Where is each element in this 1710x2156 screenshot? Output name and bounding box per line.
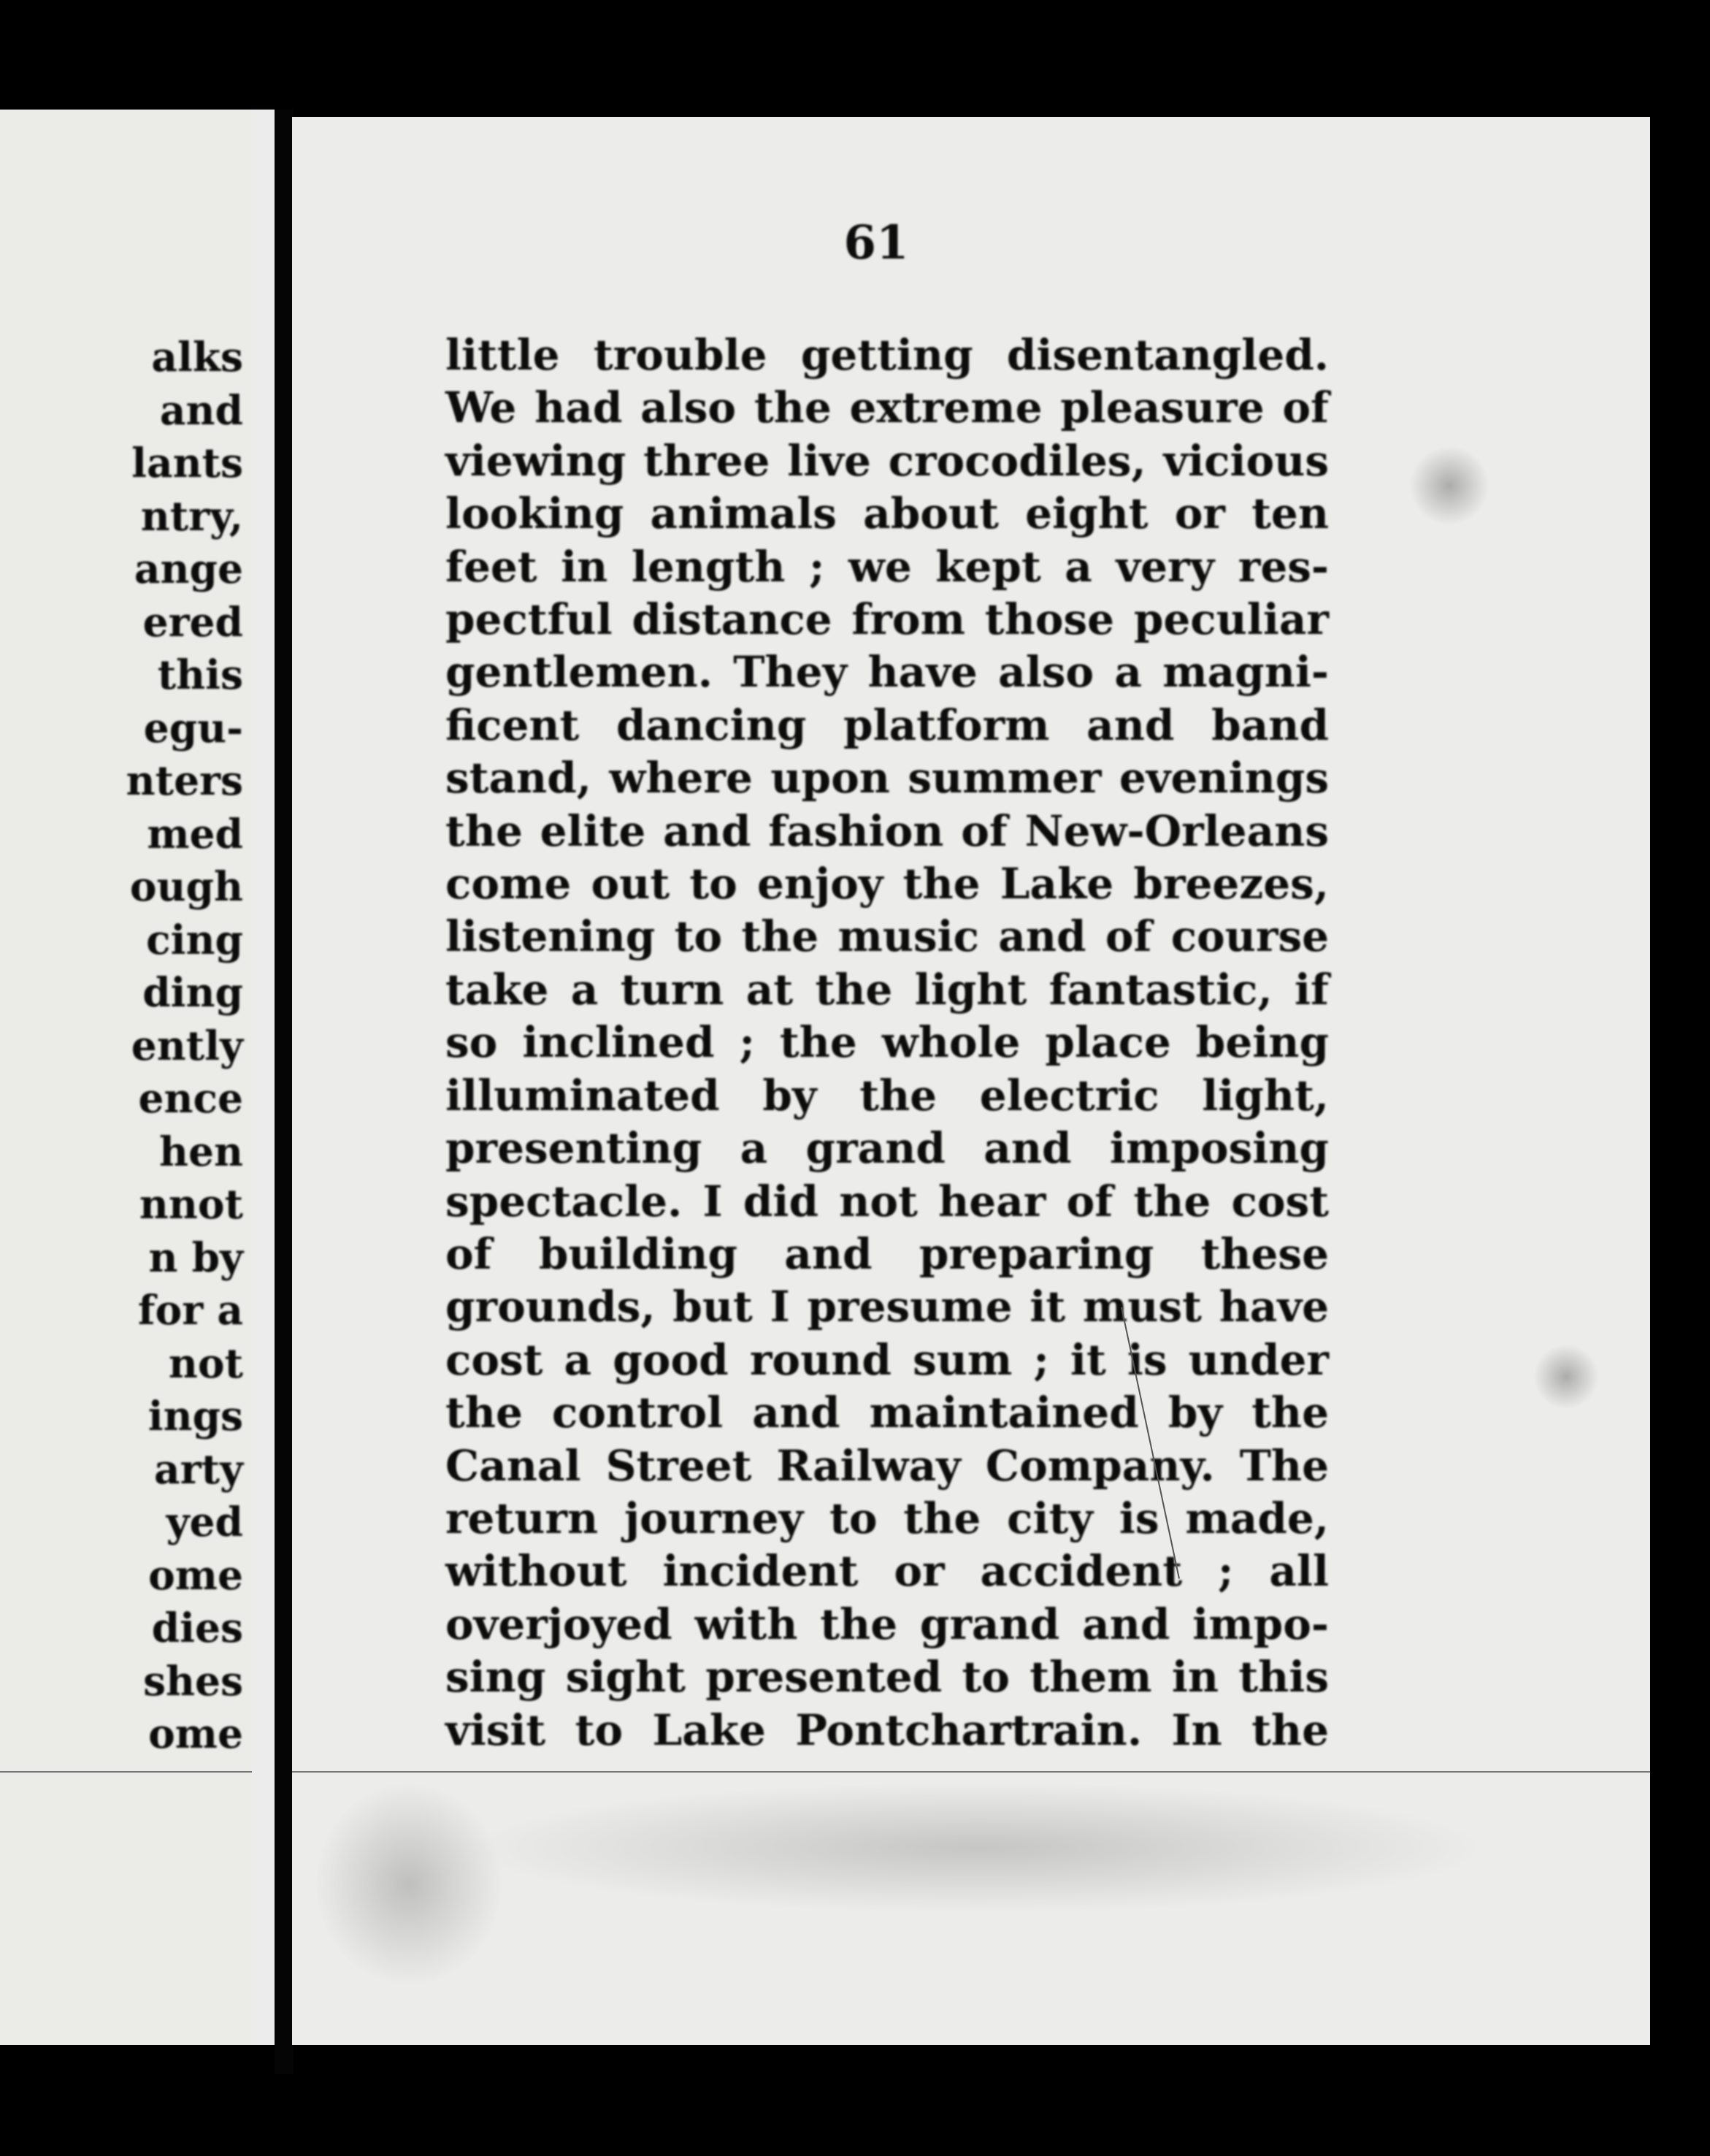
page-number: 61 (843, 215, 909, 270)
text-line: listening to the music and of course (445, 911, 1329, 962)
text-line: looking animals about eight or ten (445, 489, 1329, 539)
text-line: cost a good round sum ; it is under (445, 1334, 1329, 1385)
scan-line (292, 1771, 1650, 1773)
left-fragment: n by (148, 1233, 243, 1281)
text-line: of building and preparing these (445, 1228, 1329, 1279)
text-line: come out to enjoy the Lake breezes, (445, 859, 1329, 909)
left-fragment: dies (151, 1604, 243, 1651)
left-fragment: yed (166, 1498, 243, 1545)
left-fragment: hen (159, 1127, 243, 1175)
text-line: Canal Street Railway Company. The (445, 1440, 1329, 1491)
left-fragment: and (159, 386, 243, 434)
left-fragment: ome (148, 1551, 243, 1599)
left-fragment: lants (131, 439, 243, 486)
text-line: feet in length ; we kept a very res- (445, 541, 1329, 592)
ink-smudge (1409, 446, 1489, 526)
ink-smudge (467, 1782, 1489, 1914)
gutter (252, 110, 275, 2045)
left-fragment: ered (142, 597, 243, 646)
text-line: presenting a grand and imposing (445, 1123, 1329, 1174)
left-fragment: ings (147, 1392, 243, 1440)
text-line: so inclined ; the whole place being (445, 1017, 1329, 1068)
left-fragment: cing (146, 915, 243, 963)
text-line: ficent dancing platform and band (445, 700, 1329, 750)
text-line: take a turn at the light fantastic, if (445, 964, 1329, 1014)
left-page (0, 110, 252, 2045)
text-line: return journey to the city is made, (445, 1493, 1329, 1543)
text-line: viewing three live crocodiles, vicious (445, 435, 1329, 486)
left-fragment: med (147, 809, 243, 857)
left-fragment: ntry, (140, 492, 243, 540)
text-line: visit to Lake Pontchartrain. In the (445, 1705, 1329, 1755)
text-line: We had also the extreme pleasure of (445, 383, 1329, 433)
left-fragment: ding (142, 968, 243, 1016)
left-fragment: ence (138, 1074, 243, 1122)
text-line: grounds, but I presume it must have (445, 1282, 1329, 1332)
left-fragment: not (168, 1339, 243, 1387)
left-fragment: nters (126, 757, 243, 804)
left-fragment: nnot (139, 1180, 243, 1228)
left-fragment: shes (143, 1656, 243, 1705)
left-fragment: ange (134, 545, 243, 592)
left-page-fragments (126, 331, 243, 1761)
scan-line (0, 1771, 252, 1773)
left-fragment: ently (131, 1021, 243, 1069)
left-fragment: ome (148, 1710, 243, 1757)
book-spine (275, 110, 294, 2074)
left-fragment: alks (151, 333, 243, 381)
text-line: pectful distance from those peculiar (445, 595, 1329, 645)
left-fragment: ough (129, 863, 243, 910)
ink-smudge (314, 1782, 504, 1987)
text-line: the control and maintained by the (445, 1388, 1329, 1438)
text-line: stand, where upon summer evenings (445, 753, 1329, 803)
text-line: gentlemen. They have also a magni- (445, 647, 1329, 697)
text-line: spectacle. I did not hear of the cost (445, 1176, 1329, 1226)
text-line: illuminated by the electric light, (445, 1070, 1329, 1120)
text-line: the elite and fashion of New-Orleans (445, 806, 1329, 856)
text-line: overjoyed with the grand and impo- (445, 1599, 1329, 1649)
left-fragment: egu- (143, 703, 243, 752)
left-fragment: for a (137, 1286, 243, 1334)
text-line: without incident or accident ; all (445, 1546, 1329, 1597)
ink-smudge (1533, 1344, 1599, 1410)
left-fragment: this (157, 651, 243, 698)
text-line: sing sight presented to them in this (445, 1652, 1329, 1702)
text-line: little trouble getting disentangled. (445, 330, 1329, 380)
left-fragment: arty (154, 1445, 243, 1493)
right-page (292, 117, 1650, 2045)
body-text (445, 329, 1329, 1756)
